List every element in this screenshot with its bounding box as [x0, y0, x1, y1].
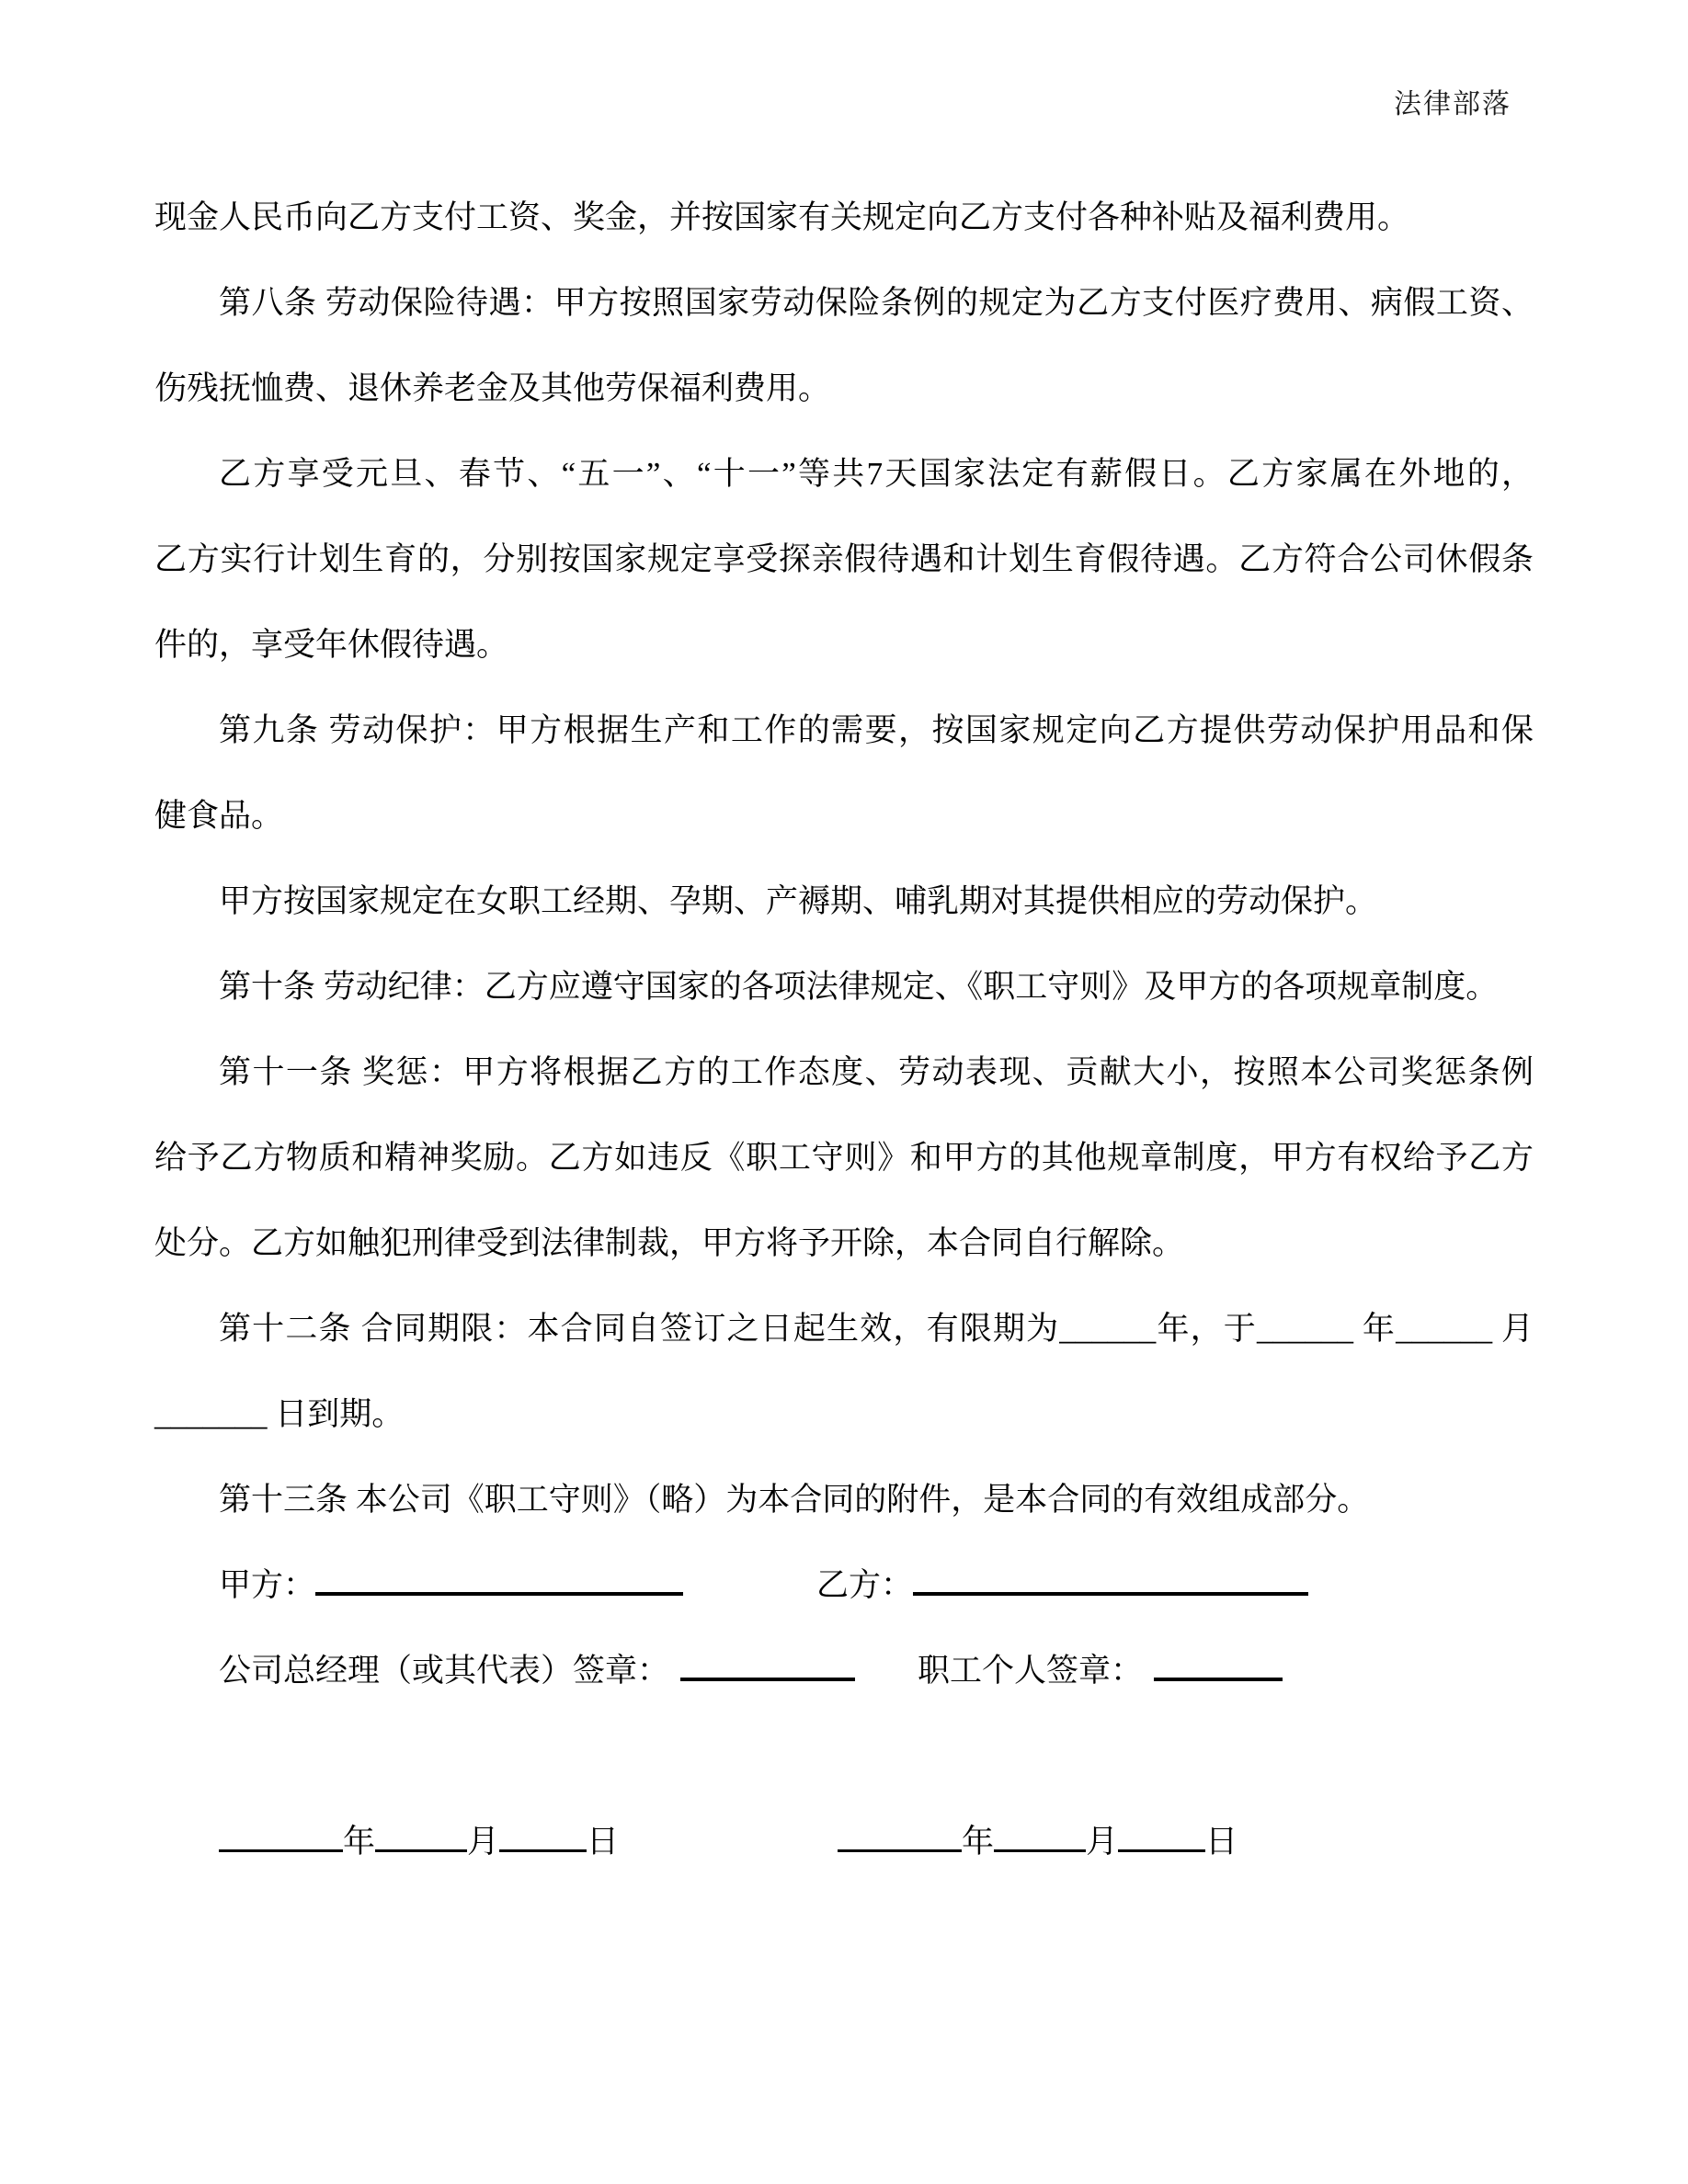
document-line: 第八条 劳动保险待遇：甲方按照国家劳动保险条例的规定为乙方支付医疗费用、病假工资、 — [219, 285, 1534, 321]
document-line: 给予乙方物质和精神奖励。乙方如违反《职工守则》和甲方的其他规章制度，甲方有权给予乙方 — [154, 1140, 1534, 1176]
signature-row-parties — [154, 1542, 1534, 1628]
day-label: 日 — [1205, 1824, 1238, 1860]
document-line: 乙方实行计划生育的，分别按国家规定享受探亲假待遇和计划生育假待遇。乙方符合公司休假条 — [154, 541, 1534, 577]
date-row — [154, 1799, 1534, 1884]
employee-signature-label: 职工个人签章： — [918, 1653, 1144, 1689]
document-line: 伤残抚恤费、退休养老金及其他劳保福利费用。 — [154, 370, 831, 406]
date-day-blank — [499, 1846, 587, 1852]
spacer-row — [154, 1713, 1534, 1799]
document-lines — [154, 175, 1534, 1542]
document-line: 甲方按国家规定在女职工经期、孕期、产褥期、哺乳期对其提供相应的劳动保护。 — [219, 883, 1378, 919]
document-line: 第十二条 合同期限：本合同自签订之日起生效，有限期为______年，于______ 年______ 月 — [219, 1311, 1534, 1347]
month-label: 月 — [467, 1824, 500, 1860]
year-label: 年 — [343, 1824, 376, 1860]
manager-signature-label: 公司总经理（或其代表）签章： — [219, 1653, 670, 1689]
document-line: _______ 日到期。 — [154, 1396, 405, 1432]
party-a-label: 甲方： — [219, 1567, 316, 1603]
date-year-blank — [219, 1846, 343, 1852]
site-watermark: 法律部落 — [1394, 89, 1511, 119]
document-line: 处分。乙方如触犯刑律受到法律制裁，甲方将予开除，本合同自行解除。 — [154, 1225, 1185, 1261]
party-b-signature-blank — [913, 1588, 1308, 1596]
date-month-blank — [994, 1846, 1086, 1852]
date-month-blank — [375, 1846, 467, 1852]
month-label: 月 — [1086, 1824, 1119, 1860]
document-line: 第十一条 奖惩：甲方将根据乙方的工作态度、劳动表现、贡献大小，按照本公司奖惩条例 — [219, 1054, 1534, 1090]
document-line: 第九条 劳动保护：甲方根据生产和工作的需要，按国家规定向乙方提供劳动保护用品和保 — [219, 712, 1534, 748]
year-label: 年 — [962, 1824, 995, 1860]
document-line: 件的，享受年休假待遇。 — [154, 627, 509, 663]
document-content — [154, 175, 1534, 1884]
day-label: 日 — [587, 1824, 620, 1860]
date-year-blank — [838, 1846, 962, 1852]
document-line: 第十条 劳动纪律：乙方应遵守国家的各项法律规定、《职工守则》及甲方的各项规章制度。 — [219, 969, 1499, 1005]
document-line: 现金人民币向乙方支付工资、奖金，并按国家有关规定向乙方支付各种补贴及福利费用。 — [154, 199, 1410, 235]
party-b-label: 乙方： — [816, 1567, 914, 1603]
document-line: 第十三条 本公司《职工守则》（略）为本合同的附件，是本合同的有效组成部分。 — [219, 1482, 1370, 1518]
party-a-signature-blank — [315, 1588, 683, 1596]
employee-signature-blank — [1154, 1674, 1283, 1681]
document-line: 健食品。 — [154, 798, 284, 834]
signature-row-signers — [154, 1628, 1534, 1713]
date-day-blank — [1118, 1846, 1205, 1852]
manager-signature-blank — [680, 1674, 855, 1681]
document-line: 乙方享受元旦、春节、“五一”、“十一”等共7天国家法定有薪假日。乙方家属在外地的， — [219, 456, 1534, 492]
